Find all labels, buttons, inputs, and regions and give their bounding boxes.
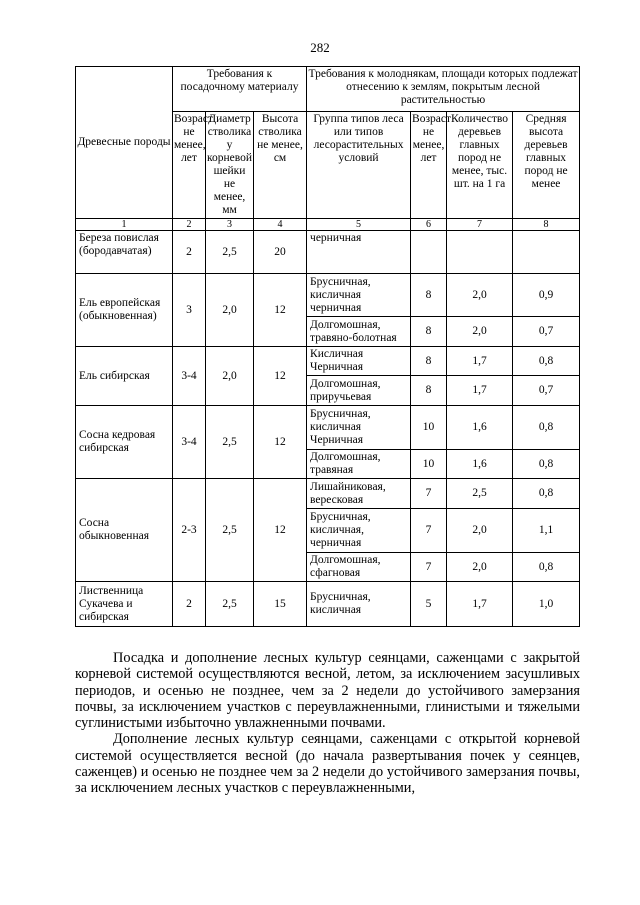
column-number: 6: [411, 219, 447, 231]
mean-height-cell: 1,0: [513, 582, 580, 627]
height-cell: 20: [254, 231, 307, 274]
diameter-cell: 2,5: [206, 479, 254, 582]
table-row: [76, 231, 580, 274]
young-age-cell: 10: [411, 406, 447, 450]
count-cell: 2,5: [447, 479, 513, 509]
young-age-cell: 7: [411, 509, 447, 553]
young-age-cell: 8: [411, 317, 447, 347]
column-number: 1: [76, 219, 173, 231]
age-cell: 2: [173, 231, 206, 274]
table-row: [76, 347, 580, 376]
header-height: Высота стволика не менее, см: [254, 112, 307, 219]
diameter-cell: 2,5: [206, 406, 254, 479]
young-age-cell: 8: [411, 376, 447, 406]
forest-type-cell: Брусничная, кисличная Черничная: [307, 406, 411, 450]
young-age-cell: 5: [411, 582, 447, 627]
page-number: 282: [310, 40, 330, 55]
column-number: 3: [206, 219, 254, 231]
count-cell: 1,6: [447, 406, 513, 450]
young-age-cell: 10: [411, 450, 447, 479]
header-age: Возраст не менее, лет: [173, 112, 206, 219]
count-cell: 2,0: [447, 509, 513, 553]
mean-height-cell: 0,8: [513, 553, 580, 582]
mean-height-cell: 1,1: [513, 509, 580, 553]
forest-type-cell: Долгомошная, сфагновая: [307, 553, 411, 582]
height-cell: 12: [254, 274, 307, 347]
count-cell: 1,7: [447, 376, 513, 406]
species-cell: Сосна кедровая сибирская: [76, 406, 173, 479]
mean-height-cell: 0,8: [513, 347, 580, 376]
count-cell: 2,0: [447, 274, 513, 317]
forest-type-cell: Брусничная, кисличная, черничная: [307, 509, 411, 553]
young-age-cell: 8: [411, 347, 447, 376]
seedling-requirements-table: [75, 66, 580, 627]
column-numbers-row: [76, 219, 580, 231]
header-mean-height: Средняя высота деревьев главных пород не менее: [513, 112, 580, 219]
forest-type-cell: Брусничная, кисличная: [307, 582, 411, 627]
count-cell: 2,0: [447, 553, 513, 582]
age-cell: 3-4: [173, 406, 206, 479]
header-young-age: Возраст не менее, лет: [411, 112, 447, 219]
header-diameter: Диаметр стволика у корневой шейки не менее, мм: [206, 112, 254, 219]
mean-height-cell: 0,8: [513, 479, 580, 509]
age-cell: 2: [173, 582, 206, 627]
age-cell: 2-3: [173, 479, 206, 582]
body-text: [75, 650, 580, 797]
height-cell: 12: [254, 406, 307, 479]
paragraph: Посадка и дополнение лесных культур сеянцами, саженцами с закрытой корневой системой осуществляются весной, летом, за исключением засушливых периодов, и осенью не позднее, чем за 2 недели до устойчивого замерзания почвы, за исключением участков с переувлажненными, глинистыми и тяжелыми суглинистыми избыточно увлажненными почвами.: [75, 650, 580, 732]
header-planting-material: Требования к посадочному материалу: [173, 67, 307, 112]
column-number: 8: [513, 219, 580, 231]
header-species: Древесные породы: [76, 67, 173, 219]
column-number: 5: [307, 219, 411, 231]
mean-height-cell: [513, 231, 580, 274]
species-cell: Ель европейская (обыкновенная): [76, 274, 173, 347]
diameter-cell: 2,0: [206, 347, 254, 406]
species-cell: Лиственница Сукачева и сибирская: [76, 582, 173, 627]
young-age-cell: 7: [411, 479, 447, 509]
mean-height-cell: 0,7: [513, 317, 580, 347]
species-cell: Ель сибирская: [76, 347, 173, 406]
column-number: 2: [173, 219, 206, 231]
header-forest-type: Группа типов леса или типов лесорастительных условий: [307, 112, 411, 219]
forest-type-cell: Долгомошная, приручьевая: [307, 376, 411, 406]
column-number: 7: [447, 219, 513, 231]
forest-type-cell: Долгомошная, травяная: [307, 450, 411, 479]
count-cell: [447, 231, 513, 274]
young-age-cell: [411, 231, 447, 274]
diameter-cell: 2,5: [206, 582, 254, 627]
height-cell: 12: [254, 479, 307, 582]
count-cell: 2,0: [447, 317, 513, 347]
diameter-cell: 2,5: [206, 231, 254, 274]
mean-height-cell: 0,8: [513, 406, 580, 450]
table-row: [76, 479, 580, 509]
column-number: 4: [254, 219, 307, 231]
count-cell: 1,7: [447, 347, 513, 376]
paragraph: Дополнение лесных культур сеянцами, саженцами с открытой корневой системой осуществляется весной (до начала развертывания почек у сеянцев, саженцев) и осенью не позднее чем за 2 недели до устойчивого замерзания почвы, за исключением лесных участков с переувлажненными,: [75, 731, 580, 797]
forest-type-cell: черничная: [307, 231, 411, 274]
age-cell: 3-4: [173, 347, 206, 406]
mean-height-cell: 0,8: [513, 450, 580, 479]
forest-type-cell: Брусничная, кисличная черничная: [307, 274, 411, 317]
height-cell: 12: [254, 347, 307, 406]
count-cell: 1,7: [447, 582, 513, 627]
forest-type-cell: Кисличная Черничная: [307, 347, 411, 376]
young-age-cell: 8: [411, 274, 447, 317]
species-cell: Береза повислая (бородавчатая): [76, 231, 173, 274]
table-row: [76, 274, 580, 317]
count-cell: 1,6: [447, 450, 513, 479]
header-tree-count: Количество деревьев главных пород не менее, тыс. шт. на 1 га: [447, 112, 513, 219]
mean-height-cell: 0,9: [513, 274, 580, 317]
forest-type-cell: Долгомошная, травяно-болотная: [307, 317, 411, 347]
species-cell: Сосна обыкновенная: [76, 479, 173, 582]
height-cell: 15: [254, 582, 307, 627]
young-age-cell: 7: [411, 553, 447, 582]
diameter-cell: 2,0: [206, 274, 254, 347]
table-row: [76, 406, 580, 450]
mean-height-cell: 0,7: [513, 376, 580, 406]
age-cell: 3: [173, 274, 206, 347]
forest-type-cell: Лишайниковая, вересковая: [307, 479, 411, 509]
header-young-stands: Требования к молоднякам, площади которых подлежат отнесению к землям, покрытым лесной растительностью: [307, 67, 580, 112]
table-row: [76, 582, 580, 627]
